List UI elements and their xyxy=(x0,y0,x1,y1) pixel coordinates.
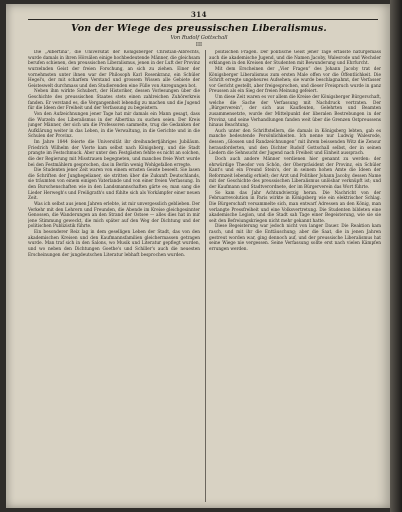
page-number: 314 xyxy=(190,10,208,19)
paragraph: Diese Begeisterung war jedoch nicht von langer Dauer. Die Reaktion kam rasch, und mit ihr die Enttäuschung; aber die Saat, die in jenen Jahren gestreut worden war, ging dennoch auf, und der preussische Liberalismus hat seine Wiege nie vergessen. Seine Verfassung sollte erst nach vielen Kämpfen errungen werden. xyxy=(209,224,381,252)
text-column-left xyxy=(28,50,200,502)
paragraph: Die „Albertina“, die Universität der Königsberger Christian-Albrechts, wurde damals in ihren Hörsälen einige hochbedeutende Männer, die gleichsam berufen schienen, den preussischen Liberalismus, jenen in der Luft der Provinz wurzelnden Geist der freien Forschung, an sich zu ziehen. Einer der vornehmsten unter ihnen war der Philosoph Karl Rosenkranz, ein Schüler Hegel's, der mit scharfem Verstand und grossem Wissen alle Gebiete der Geisteswelt durchmass und den Studierenden eine Fülle von Anregungen bot. xyxy=(28,50,200,89)
paragraph: Ein besonderer Reiz lag in dem geselligen Leben der Stadt, das von den akademischen Kreisen und den Kaufmannsfamilien gleichermassen getragen wurde. Man traf sich in den Salons, wo Musik und Literatur gepflegt wurden, und wo neben den Dichtungen Goethe's und Schiller's auch die neuesten Erscheinungen der jungdeutschen Literatur lebhaft besprochen wurden. xyxy=(28,230,200,258)
paragraph: Im Jahre 1844 feierte die Universität ihr dreihundertjähriges Jubiläum. Friedrich Wilhelm der Vierte kam selbst nach Königsberg, und die Stadt prangte im Festschmuck. Aber unter den Festgästen fehlte es nicht an solchen, die der Regierung mit Misstrauen begegneten, und manches freie Wort wurde bei den Festmählern gesprochen, das in Berlin wenig Wohlgefallen erregte. xyxy=(28,140,200,168)
paragraph: Von den Aufzeichnungen jener Tage hat mir damals ein Mann gesagt, dass die Wurzeln des Liberalismus in der Albertina zu suchen seien. Der Kreis junger Männer, der sich um die Professoren sammelte, trug die Gedanken der Aufklärung weiter in das Leben, in die Verwaltung, in die Gerichte und in die Schulen der Provinz. xyxy=(28,111,200,140)
paragraph: Neben ihm wirkte Schubert, der Historiker, dessen Vorlesungen über die Geschichte des preussischen Staates stets einen zahlreichen Zuhörerkreis fanden. Er verstand es, die Vergangenheit lebendig zu machen und die Jugend für die Ideen der Freiheit und der Verfassung zu begeistern. xyxy=(28,89,200,112)
paragraph: So kam das Jahr Achtundvierzig heran. Die Nachricht von der Februarrevolution in Paris wirkte in Königsberg wie ein elektrischer Schlag. Die Bürgerschaft versammelte sich, man entwarf Adressen an den König, man verlangte Pressfreiheit und eine Volksvertretung. Die Studenten bildeten eine akademische Legion, und die Stadt sah Tage einer Begeisterung, wie sie sie seit den Befreiungskriegen nicht mehr gekannt hatte. xyxy=(209,190,381,224)
paragraph: Die Studenten jener Zeit waren von einem ernsten Geiste beseelt. Sie lasen die Schriften der Junghegelianer, sie stritten über die Zukunft Deutschlands, sie träumten von einem einigen Vaterlande und von einer freien Verfassung. In den Burschenschaften wie in den Landsmannschaften gärte es; man sang die Lieder Herwegh's und Freiligrath's und fühlte sich als Vorkämpfer einer neuen Zeit. xyxy=(28,168,200,202)
column-divider xyxy=(205,50,206,502)
paragraph: Was ich selbst aus jenen Jahren erlebte, ist mir unvergesslich geblieben. Der Verkehr mit den Lehrern und Freunden, die Abende im Kreise gleichgesinnter Genossen, die Wanderungen an den Strand der Ostsee — alles dies hat in mir jene Stimmung geweckt, die mich später auf den Weg der Dichtung und der politischen Publizistik führte. xyxy=(28,201,200,230)
paragraph: Auch unter den Schriftstellern, die damals in Königsberg lebten, gab es manche bedeutende Persönlichkeiten. Ich nenne nur Ludwig Walesrode, dessen „Glossen und Randzeichnungen“ mit ihrem beissenden Witz die Zensur herausforderten, und den Dichter Rudolf Gottschall selbst, der in seinen Liedern die Sehnsucht der Jugend nach Freiheit und Einheit aussprach. xyxy=(209,128,381,157)
article-title: Von der Wiege des preussischen Liberalismus. xyxy=(71,23,327,34)
book-page xyxy=(6,4,392,508)
header-rule xyxy=(28,19,378,20)
article-author: Von Rudolf Gottschall xyxy=(170,35,228,41)
paragraph: politischen Fragen. Der politische Geist jener Tage erfasste naturgemäss auch die akademische Jugend, und die Namen Jacoby, Walesrode und Wechsler erklangen in den Kreisen der Studenten mit Bewunderung und Ehrfurcht. xyxy=(209,50,381,67)
text-column-right xyxy=(209,50,381,502)
paragraph: Mit dem Erscheinen der „Vier Fragen“ des Johann Jacoby trat der Königsberger Liberalismus zum ersten Male offen vor die Öffentlichkeit. Die Schrift erregte ungeheures Aufsehen; sie wurde beschlagnahmt, der Verfasser vor Gericht gestellt, aber freigesprochen, und dieser Freispruch wurde in ganz Preussen als ein Sieg der freien Meinung gefeiert. xyxy=(209,66,381,95)
paragraph: Doch auch andere Männer verdienen hier genannt zu werden: der ehrwürdige Theodor von Schön, der Oberpräsident der Provinz, ein Schüler Kant's und ein Freund Stein's, der in seinem hohen Amte die Ideen der Reformzeit lebendig erhielt; der Arzt und Politiker Johann Jacoby, dessen Name mit der Geschichte des preussischen Liberalismus unlösbar verknüpft ist; und der Kaufmann und Stadtverordnete, der im Bürgerverein das Wort führte. xyxy=(209,156,381,190)
paragraph: Um diese Zeit waren es vor allem die Kreise der Königsberger Bürgerschaft, welche die Sache der Verfassung mit Nachdruck vertraten. Der „Bürgerverein“, der sich aus Kaufleuten, Gelehrten und Beamten zusammensetzte, wurde der Mittelpunkt der liberalen Bestrebungen in der Provinz, und seine Verhandlungen fanden weit über die Grenzen Ostpreussens hinaus Beachtung. xyxy=(209,95,381,129)
section-number: III xyxy=(195,42,203,48)
book-gutter xyxy=(390,0,402,512)
